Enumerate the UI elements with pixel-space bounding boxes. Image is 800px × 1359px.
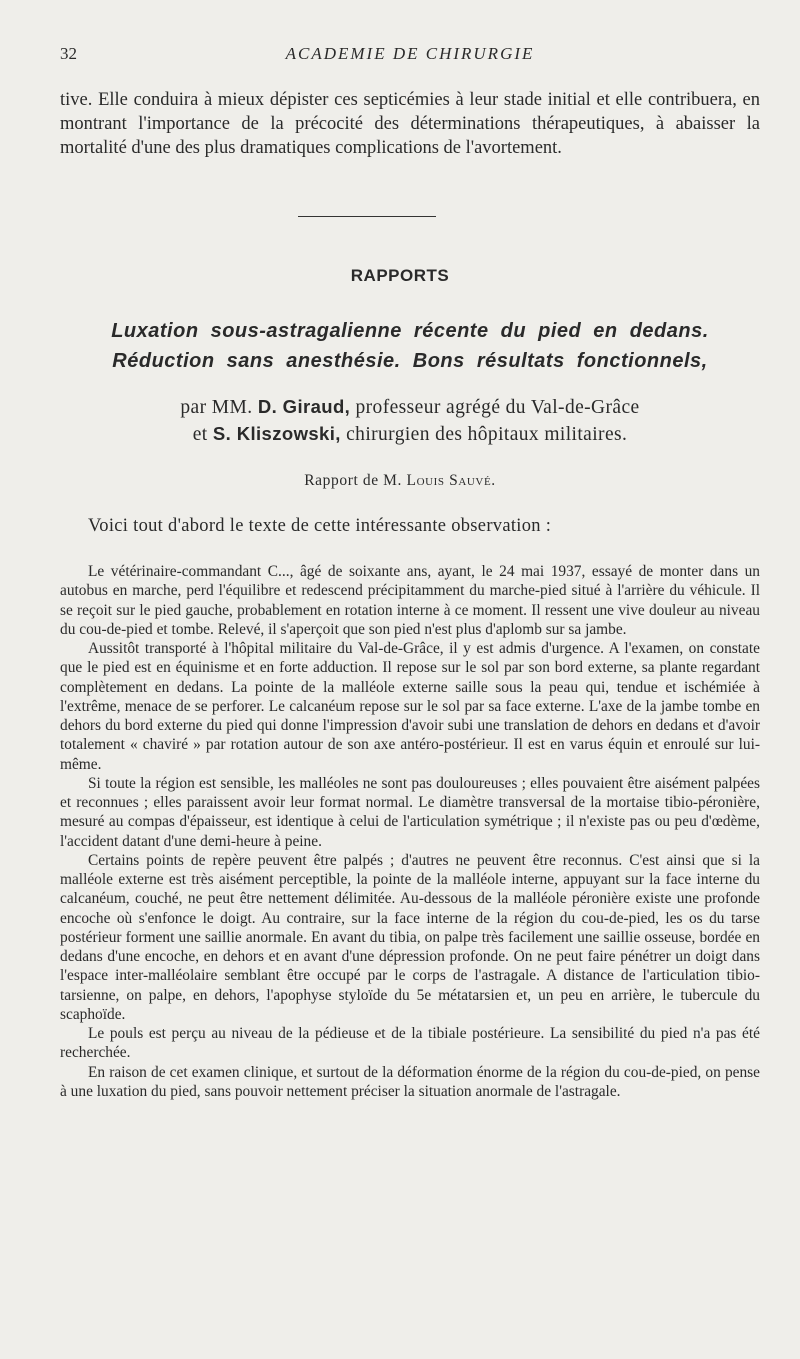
- body-paragraph: Si toute la région est sensible, les malléoles ne sont pas douloureuses ; elles pouvaient être aisément palpées et reconnues ; elles paraissent avoir leur format normal. Le diamètre transversal de la mortaise tibio-péronière, mesuré au compas d'épaisseur, est identique à celui de l'articulation symétrique ; il n'existe pas ou peu d'œdème, l'accident datant d'une demi-heure à peine.: [60, 774, 760, 850]
- author1-prefix: par MM.: [180, 397, 253, 418]
- body-paragraph: Certains points de repère peuvent être palpés ; d'autres ne peuvent être reconnus. C'est ainsi que si la malléole externe est très aisément perceptible, la pointe de la malléole interne, appuyant sur la face interne du calcanéum, couché, ne peut être nettement délimitée. Au-dessous de la malléole péronière existe une profonde encoche où s'enfonce le doigt. Au contraire, sur la face interne de la région du cou-de-pied, les os du tarse postérieur forment une saillie anormale. En avant du tibia, on palpe très facilement une saillie osseuse, bordée en dedans d'une encoche, en dehors et en avant d'une dépression profonde. On ne peut faire pénétrer un doigt dans l'espace inter-malléolaire semblant être occupé par le corps de l'astragale. A distance de l'articulation tibio-tarsienne, on palpe, en dehors, l'apophyse styloïde du 5e métatarsien et, un peu en arrière, le tubercule du scaphoïde.: [60, 851, 760, 1023]
- author2-name: S. Kliszowski,: [212, 423, 341, 444]
- section-heading: RAPPORTS: [350, 266, 450, 285]
- intro-paragraph: tive. Elle conduira à mieux dépister ces septicémies à leur stade initial et elle contribuera, en montrant l'importance de la précocité des déterminations thérapeutiques, à abaisser la mortalité d'une des plus dramatiques complications de l'avortement.: [60, 90, 760, 158]
- article-title-line-2: Réduction sans anesthésie. Bons résultats fonctionnels,: [112, 350, 708, 372]
- rapport-byline: [0, 472, 800, 490]
- rapport-prefix: Rapport de M.: [304, 472, 403, 489]
- body-paragraph: Le vétérinaire-commandant C..., âgé de soixante ans, ayant, le 24 mai 1937, essayé de monter dans un autobus en marche, perd l'équilibre et redescend précipitamment du marche-pied situé à l'arrière du véhicule. Il se reçoit sur le pied gauche, probablement en rotation interne à ce moment. Il ressent une vive douleur au niveau du cou-de-pied et tombe. Relevé, il s'aperçoit que son pied n'est plus d'aplomb sur sa jambe.: [60, 563, 760, 638]
- observation-text: [60, 562, 760, 1101]
- body-paragraph: Aussitôt transporté à l'hôpital militaire du Val-de-Grâce, il y est admis d'urgence. A l'examen, on constate que le pied est en équinisme et en forte adduction. Il repose sur le sol par son bord externe, sa plante regardant complètement en dedans. La pointe de la malléole externe saille sous la peau qui, tendue et ischémiée à l'extrême, menace de se perforer. Le calcanéum repose sur le sol par sa face externe. L'axe de la jambe tombe en dehors du bord externe du pied qui donne l'impression d'avoir subi une translation de dehors en dedans et d'avoir totalement « chaviré » par rotation autour de son axe antéro-postérieur. Il est en varus équin et enroulé sur lui-même.: [60, 640, 760, 773]
- lead-sentence: Voici tout d'abord le texte de cette intéressante observation :: [88, 516, 552, 536]
- page-header: [60, 44, 760, 68]
- author-line-1: [60, 396, 760, 419]
- author1-name: D. Giraud,: [257, 396, 351, 417]
- article-title-line-1: Luxation sous-astragalienne récente du pied en dedans.: [111, 320, 709, 342]
- page-number: 32: [60, 44, 77, 63]
- author2-prefix: et: [192, 424, 208, 445]
- body-paragraph: En raison de cet examen clinique, et surtout de la déformation énorme de la région du cou-de-pied, on pense à une luxation du pied, sans pouvoir nettement préciser la situation anormale de l'astragale.: [60, 1063, 760, 1100]
- author1-role: professeur agrégé du Val-de-Grâce: [355, 397, 640, 418]
- body-paragraph: Le pouls est perçu au niveau de la pédieuse et de la tibiale postérieure. La sensibilité du pied n'a pas été recherchée.: [60, 1025, 760, 1062]
- running-head: ACADEMIE DE CHIRURGIE: [285, 44, 535, 63]
- author-line-2: [60, 423, 760, 446]
- author2-role: chirurgien des hôpitaux militaires.: [346, 424, 628, 445]
- rapport-name: Louis Sauvé.: [406, 472, 496, 489]
- section-divider: [298, 216, 436, 217]
